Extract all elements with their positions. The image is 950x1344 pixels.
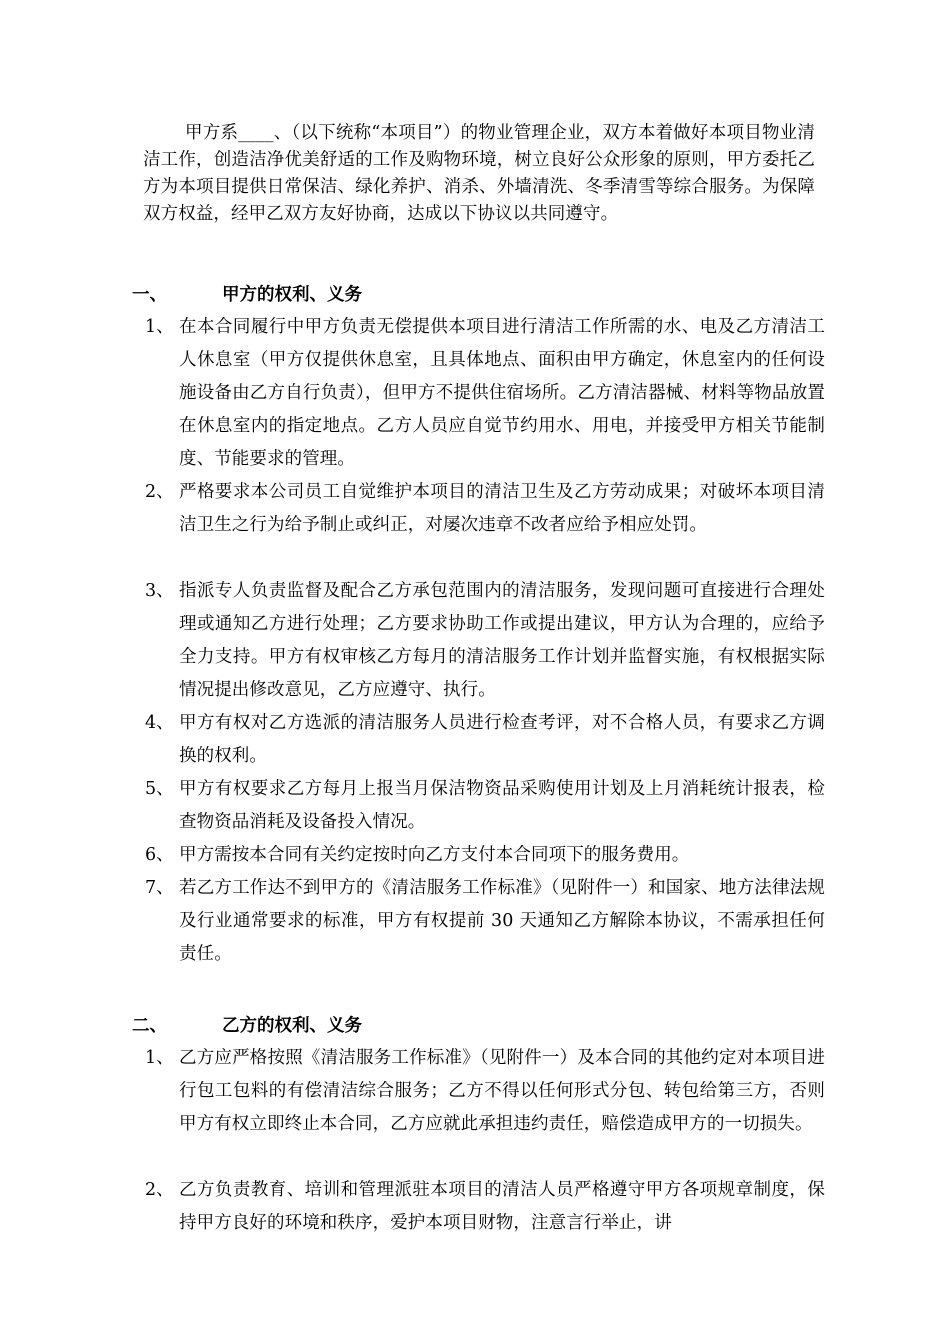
item-text: 指派专人负责监督及配合乙方承包范围内的清洁服务，发现问题可直接进行合理处理或通知乙方进行处理；乙方要求协助工作或提出建议，甲方认为合理的，应给予全力支持。甲方有权审核乙方每月的清洁服务工作计划并监督实施，有权根据实际情况提出修改意见，乙方应遵守、执行。: [179, 581, 825, 700]
list-item: [145, 773, 825, 839]
item-text: 甲方需按本合同有关约定按时向乙方支付本合同项下的服务费用。: [179, 845, 690, 865]
item-text: 严格要求本公司员工自觉维护本项目的清洁卫生及乙方劳动成果；对破坏本项目清洁卫生之行为给予制止或纠正，对屡次违章不改者应给予相应处罚。: [179, 482, 825, 535]
item-text: 在本合同履行中甲方负责无偿提供本项目进行清洁工作所需的水、电及乙方清洁工人休息室（甲方仅提供休息室，且具体地点、面积由甲方确定，休息室内的任何设施设备由乙方自行负责），但甲方不提供住宿场所。乙方清洁器械、材料等物品放置在休息室内的指定地点。乙方人员应自觉节约用水、用电，并接受甲方相关节能制度、节能要求的管理。: [179, 317, 825, 469]
item-marker: 3、: [145, 581, 174, 601]
list-item: [145, 476, 825, 542]
item-text: 乙方负责教育、培训和管理派驻本项目的清洁人员严格遵守甲方各项规章制度，保持甲方良好的环境和秩序，爱护本项目财物，注意言行举止，讲: [179, 1180, 825, 1233]
list-item: [145, 839, 825, 872]
item-marker: 2、: [145, 1180, 174, 1200]
section-title: 甲方的权利、义务: [222, 285, 362, 305]
list-item: [145, 575, 825, 707]
section-heading: [132, 282, 362, 309]
list-item: [145, 872, 825, 971]
list-item: [145, 707, 825, 773]
item-marker: 1、: [145, 1048, 174, 1068]
item-text: 若乙方工作达不到甲方的《清洁服务工作标准》（见附件一）和国家、地方法律法规及行业通常要求的标准，甲方有权提前 30 天通知乙方解除本协议，不需承担任何责任。: [179, 878, 825, 964]
item-marker: 6、: [145, 845, 174, 865]
section-number: 二、: [132, 1016, 167, 1036]
item-text: 甲方有权对乙方选派的清洁服务人员进行检查考评，对不合格人员，有要求乙方调换的权利。: [179, 713, 825, 766]
section-heading: [132, 1013, 362, 1040]
item-marker: 1、: [145, 317, 174, 337]
list-item: [145, 1174, 825, 1240]
item-marker: 5、: [145, 779, 174, 799]
section-title: 乙方的权利、义务: [222, 1016, 362, 1036]
item-text: 甲方有权要求乙方每月上报当月保洁物资品采购使用计划及上月消耗统计报表，检查物资品消耗及设备投入情况。: [179, 779, 825, 832]
item-marker: 7、: [145, 878, 174, 898]
section-number: 一、: [132, 285, 167, 305]
list-item: [145, 311, 825, 476]
item-marker: 4、: [145, 713, 174, 733]
list-item: [145, 1042, 825, 1141]
item-text: 乙方应严格按照《清洁服务工作标准》（见附件一）及本合同的其他约定对本项目进行包工包料的有偿清洁综合服务；乙方不得以任何形式分包、转包给第三方，否则甲方有权立即终止本合同，乙方应就此承担违约责任，赔偿造成甲方的一切损失。: [179, 1048, 825, 1134]
item-marker: 2、: [145, 482, 174, 502]
intro-paragraph: 甲方系____、（以下统称“本项目”）的物业管理企业，双方本着做好本项目物业清洁工作，创造洁净优美舒适的工作及购物环境，树立良好公众形象的原则，甲方委托乙方为本项目提供日常保洁、绿化养护、消杀、外墙清洗、冬季清雪等综合服务。为保障双方权益，经甲乙双方友好协商，达成以下协议以共同遵守。: [143, 123, 815, 224]
